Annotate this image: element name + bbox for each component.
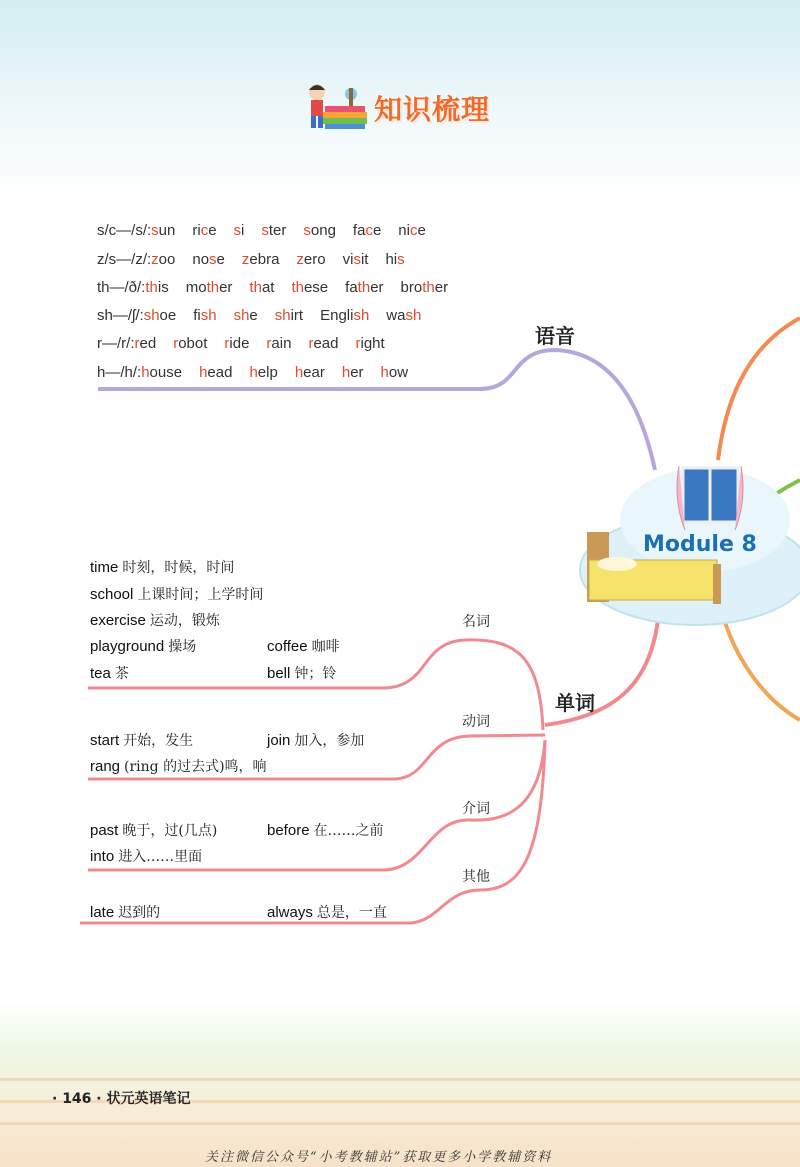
word-part: e (208, 222, 217, 239)
vocab-english: rang (90, 758, 121, 775)
page-title: 知识梳理 (374, 93, 491, 126)
word-part: ide (229, 335, 250, 352)
word-part: it (360, 251, 369, 268)
word-part: ese (303, 279, 329, 296)
example-word (320, 307, 369, 324)
word-highlight: s (261, 222, 269, 239)
example-word (295, 364, 325, 381)
vocab-item (267, 820, 384, 840)
word-part: e (372, 222, 382, 239)
example-word (266, 335, 291, 352)
example-word (308, 335, 338, 352)
phonics-rule: r—/r/: (97, 335, 135, 352)
phonics-rule: s/c—/s/: (97, 222, 152, 239)
vocab-chinese: 加入，参加 (294, 733, 365, 749)
word-highlight: z (241, 251, 250, 268)
example-word (224, 335, 249, 352)
word-highlight: sh (353, 307, 370, 324)
vocab-english: always (267, 904, 313, 921)
vocab-chinese: (ring 的过去式)鸣，响 (124, 759, 267, 775)
word-part: ter (268, 222, 287, 239)
word-highlight: h (141, 364, 150, 381)
page-number-label: · 146 · 状元英语笔记 (52, 1091, 191, 1107)
word-highlight: r (173, 335, 179, 352)
word-highlight: h (380, 364, 389, 381)
vocab-item (90, 584, 263, 604)
example-word (345, 279, 383, 296)
vocab-item (267, 730, 364, 750)
example-word (193, 307, 216, 324)
watermark-notice: 关注微信公众号“小考教辅站”获取更多小学教辅资料 (205, 1150, 553, 1165)
vocab-chinese: 迟到的 (118, 905, 161, 921)
word-part: ear (303, 364, 325, 381)
word-part: is (157, 279, 169, 296)
example-word (249, 364, 277, 381)
word-part: er (350, 364, 364, 381)
example-word (192, 251, 225, 268)
example-word (135, 335, 157, 352)
word-part: at (261, 279, 275, 296)
phonics-rule: th—/ð/: (97, 279, 146, 296)
example-word (249, 279, 274, 296)
word-part: fi (193, 307, 201, 324)
word-part: un (158, 222, 176, 239)
word-part: ight (360, 335, 385, 352)
example-word (303, 222, 336, 239)
word-highlight: z (296, 251, 304, 268)
word-highlight: h (199, 364, 208, 381)
word-part: er (434, 279, 449, 296)
word-part: oe (159, 307, 177, 324)
vocab-item (90, 610, 220, 630)
example-word (385, 251, 404, 268)
example-word (355, 335, 384, 352)
example-word (151, 251, 175, 268)
vocab-english: time (90, 559, 119, 576)
vocab-chinese: 操场 (168, 639, 197, 655)
vocab-english: start (90, 732, 120, 749)
vocab-english: past (90, 822, 119, 839)
pronunciation-branch-label: 语音 (535, 324, 575, 348)
vocab-chinese: 开始，发生 (123, 733, 194, 749)
example-word (261, 222, 286, 239)
word-highlight: s (151, 222, 159, 239)
example-word (381, 364, 409, 381)
vocab-chinese: 进入……里面 (118, 849, 203, 865)
word-highlight: th (291, 279, 304, 296)
vocab-english: tea (90, 665, 111, 682)
vocab-chinese: 在……之前 (313, 823, 384, 839)
example-word (275, 307, 303, 324)
example-word (398, 222, 426, 239)
vocab-item (90, 663, 129, 683)
example-word (296, 251, 325, 268)
word-highlight: s (209, 251, 217, 268)
vocab-item (90, 756, 267, 776)
vocab-item (267, 902, 387, 922)
word-part: obot (178, 335, 208, 352)
example-word (151, 222, 175, 239)
word-part: ed (139, 335, 157, 352)
example-word (186, 279, 233, 296)
vocab-item (90, 820, 217, 840)
vocab-item (90, 636, 196, 656)
word-highlight: th (357, 279, 371, 296)
word-part: elp (257, 364, 278, 381)
word-part: ow (388, 364, 409, 381)
word-highlight: th (206, 279, 220, 296)
word-part: irt (290, 307, 304, 324)
vocab-item (90, 730, 193, 750)
word-part: bro (400, 279, 423, 296)
vocab-english: into (90, 848, 115, 865)
vocab-item (267, 636, 340, 656)
example-word (192, 222, 216, 239)
pronunciation-row (97, 364, 408, 381)
word-part: e (417, 222, 426, 239)
orange-branch-line (718, 318, 800, 460)
word-part: mo (185, 279, 207, 296)
word-part: hi (385, 251, 398, 268)
vocab-chinese: 总是，一直 (316, 905, 387, 921)
example-word (234, 222, 245, 239)
vocab-english: bell (267, 665, 291, 682)
vocab-chinese: 时刻，时候，时间 (122, 560, 235, 576)
pronunciation-row (97, 251, 405, 268)
word-part: ebra (249, 251, 280, 268)
word-part: fa (345, 279, 358, 296)
word-highlight: th (422, 279, 435, 296)
word-highlight: h (294, 364, 304, 381)
vocab-chinese: 咖啡 (311, 639, 340, 655)
word-highlight: c (409, 222, 418, 239)
word-highlight: r (134, 335, 140, 352)
word-part: ong (310, 222, 336, 239)
vocab-english: before (267, 822, 310, 839)
word-highlight: h (341, 364, 351, 381)
prepositions-label: 介词 (462, 801, 490, 817)
pronunciation-row (97, 335, 385, 352)
word-part: ain (271, 335, 292, 352)
phonics-rule: z/s—/z/: (97, 251, 152, 268)
vocab-item (90, 846, 202, 866)
example-word (401, 279, 449, 296)
example-word (173, 335, 207, 352)
word-highlight: sh (274, 307, 291, 324)
pronunciation-row (97, 222, 426, 239)
vocab-english: join (267, 732, 291, 749)
word-highlight: sh (233, 307, 250, 324)
vocab-chinese: 晚于，过(几点) (122, 823, 218, 839)
vocab-chinese: 钟；铃 (294, 666, 337, 682)
pronunciation-row (97, 307, 421, 324)
word-highlight: c (365, 222, 373, 239)
phonics-rule: h—/h/: (97, 364, 142, 381)
others-label: 其他 (462, 869, 490, 885)
word-part: vi (342, 251, 354, 268)
word-highlight: sh (143, 307, 160, 324)
vocab-english: playground (90, 638, 165, 655)
vocab-english: coffee (267, 638, 308, 655)
vocab-item (90, 902, 160, 922)
word-part: i (241, 222, 245, 239)
word-highlight: s (397, 251, 405, 268)
vocab-item (267, 663, 336, 683)
word-part: fa (352, 222, 366, 239)
word-highlight: z (151, 251, 159, 268)
word-part: e (216, 251, 225, 268)
vocabulary-branch-label: 单词 (555, 691, 595, 715)
pronunciation-row (97, 279, 448, 296)
word-part: wa (386, 307, 406, 324)
example-word (386, 307, 421, 324)
word-highlight: s (233, 222, 242, 239)
word-part: ead (207, 364, 233, 381)
word-part: ouse (149, 364, 183, 381)
example-word (234, 307, 258, 324)
word-highlight: r (308, 335, 314, 352)
word-highlight: r (355, 335, 361, 352)
vocab-english: exercise (90, 612, 146, 629)
example-word (342, 364, 364, 381)
example-word (343, 251, 369, 268)
word-highlight: sh (200, 307, 217, 324)
example-word (291, 279, 328, 296)
example-word (144, 307, 177, 324)
word-highlight: th (145, 279, 158, 296)
module-label: Module 8 (643, 532, 757, 557)
word-part: ni (398, 222, 410, 239)
vocab-item (90, 557, 234, 577)
word-part: no (192, 251, 210, 268)
vocab-english: late (90, 904, 115, 921)
vocab-chinese: 运动，锻炼 (149, 613, 220, 629)
word-highlight: h (249, 364, 258, 381)
example-word (199, 364, 232, 381)
vocab-chinese: 上课时间；上学时间 (137, 587, 264, 603)
word-part: er (370, 279, 384, 296)
verbs-label: 动词 (462, 714, 490, 730)
word-highlight: s (353, 251, 361, 268)
word-highlight: c (200, 222, 209, 239)
example-word (145, 279, 168, 296)
word-part: Engli (320, 307, 354, 324)
word-part: ri (192, 222, 201, 239)
example-word (242, 251, 280, 268)
phonics-rule: sh—/ʃ/: (97, 307, 144, 324)
word-highlight: th (249, 279, 262, 296)
word-part: ead (313, 335, 339, 352)
word-highlight: sh (405, 307, 422, 324)
word-highlight: s (303, 222, 311, 239)
word-highlight: r (224, 335, 230, 352)
example-word (141, 364, 182, 381)
word-part: oo (158, 251, 176, 268)
word-part: ero (303, 251, 326, 268)
nouns-label: 名词 (462, 614, 490, 630)
vocab-english: school (90, 586, 134, 603)
word-part: er (219, 279, 233, 296)
vocab-chinese: 茶 (114, 666, 129, 682)
example-word (353, 222, 381, 239)
word-part: e (249, 307, 258, 324)
word-highlight: r (266, 335, 272, 352)
